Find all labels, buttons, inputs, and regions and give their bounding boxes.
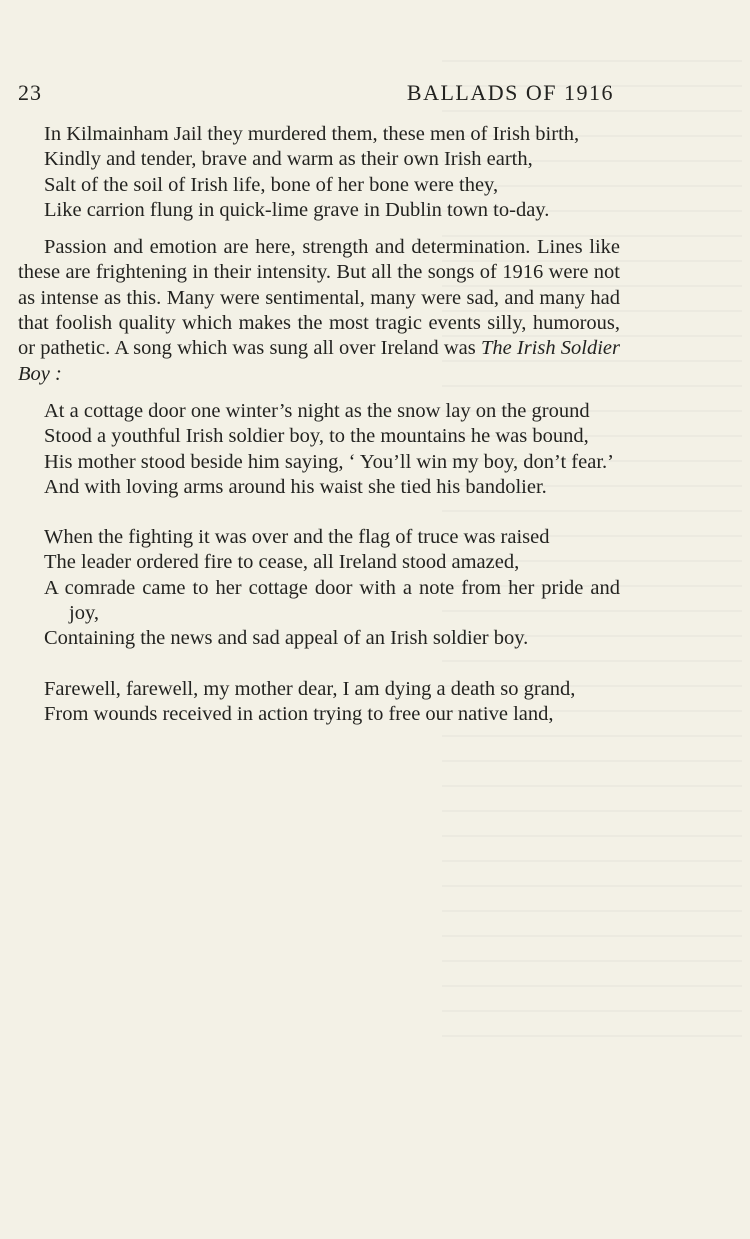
verse-line: Kindly and tender, brave and warm as their own Irish earth, — [44, 148, 533, 171]
running-title: BALLADS OF 1916 — [406, 80, 614, 105]
verse-line: Stood a youthful Irish soldier boy, to the mountains he was bound, — [44, 425, 589, 448]
stanza-2 — [44, 525, 620, 651]
prose-paragraph — [18, 235, 620, 387]
song-title: The Irish Soldier Boy : — [18, 337, 621, 385]
verse-line: Salt of the soil of Irish life, bone of her bone were they, — [44, 173, 499, 196]
verse-line: The leader ordered fire to cease, all Ireland stood amazed, — [44, 551, 520, 574]
page-number: 23 — [18, 80, 42, 105]
verse-line: Farewell, farewell, my mother dear, I am dying a death so grand, — [44, 677, 576, 700]
verse-line: From wounds received in action trying to free our native land, — [44, 702, 554, 725]
verse-line: And with loving arms around his waist she tied his bandolier. — [44, 475, 547, 498]
verse-line: Containing the news and sad appeal of an Irish soldier boy. — [44, 627, 529, 650]
verse-line: In Kilmainham Jail they murdered them, these men of Irish birth, — [44, 123, 580, 145]
stanza-1 — [44, 399, 620, 500]
verse-line: At a cottage door one winter’s night as the snow lay on the ground — [44, 399, 590, 422]
verse-line: Like carrion flung in quick-lime grave in Dublin town to-day. — [44, 198, 550, 221]
verse-line: A comrade came to her cottage door with a note from her pride and joy, — [44, 576, 620, 625]
verse-kilmainham — [44, 122, 620, 223]
prose-text: Passion and emotion are here, strength and determination. Lines like these are frightening in their intensity. But all the songs of 1916 were not as intense as this. Many were sentimental, many were sad, and many had that foolish quality which makes the most tragic events silly, humorous, or pathetic. A song which was sung all over Ireland was — [18, 236, 620, 360]
page-header — [18, 80, 614, 110]
stanza-3 — [44, 677, 620, 728]
page-body — [18, 122, 620, 727]
verse-line: His mother stood beside him saying, ‘ You’ll win my boy, don’t fear.’ — [44, 450, 614, 473]
verse-line: When the fighting it was over and the flag of truce was raised — [44, 526, 550, 549]
